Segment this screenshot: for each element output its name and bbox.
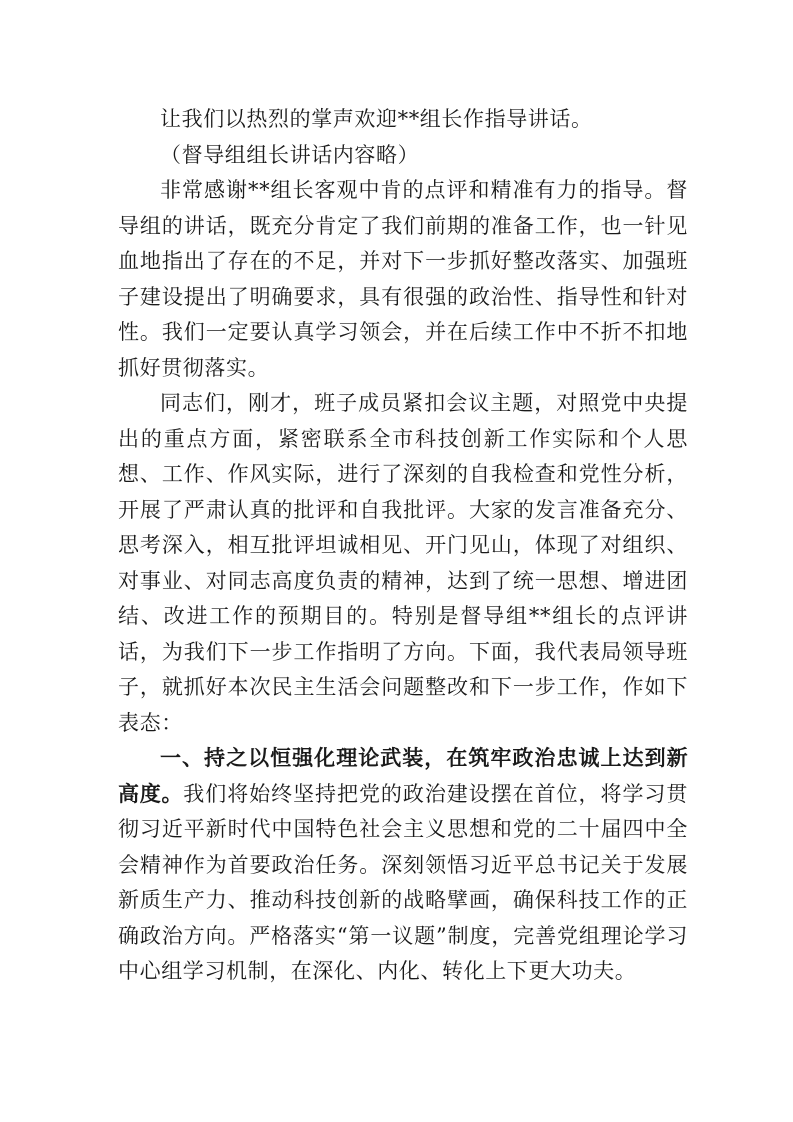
paragraph-thanks: 非常感谢**组长客观中肯的点评和精准有力的指导。督导组的讲话，既充分肯定了我们前期的准备工作，也一针见血地指出了存在的不足，并对下一步抓好整改落实、加强班子建设提出了明确要求，具有很强的政治性、指导性和针对性。我们一定要认真学习领会，并在后续工作中不折不扣地抓好贯彻落实。: [118, 178, 688, 380]
paragraph-omitted-note: （督导组组长讲话内容略）: [160, 142, 420, 167]
paragraph-welcome: 让我们以热烈的掌声欢迎**组长作指导讲话。: [160, 107, 593, 131]
document-body: [118, 102, 688, 990]
paragraph-summary: 同志们，刚才，班子成员紧扣会议主题，对照党中央提出的重点方面，紧密联系全市科技创新工作实际和个人思想、工作、作风实际，进行了深刻的自我检查和党性分析，开展了严肃认真的批评和自我批评。大家的发言准备充分、思考深入，相互批评坦诚相见、开门见山，体现了对组织、对事业、对同志高度负责的精神，达到了统一思想、增进团结、改进工作的预期目的。特别是督导组**组长的点评讲话，为我们下一步工作指明了方向。下面，我代表局领导班子，就抓好本次民主生活会问题整改和下一步工作，作如下表态：: [118, 391, 688, 735]
paragraph-point-one: [118, 741, 688, 990]
point-one-text: 我们将始终坚持把党的政治建设摆在首位，将学习贯彻习近平新时代中国特色社会主义思想和党的二十届四中全会精神作为首要政治任务。深刻领悟习近平总书记关于发展新质生产力、推动科技创新的战略擘画，确保科技工作的正确政治方向。严格落实“第一议题”制度，完善党组理论学习中心组学习机制，在深化、内化、转化上下更大功夫。: [118, 781, 688, 983]
point-one-heading: 一、持之以恒强化理论武装，在筑牢政治忠诚上达到新高度。: [118, 746, 688, 806]
